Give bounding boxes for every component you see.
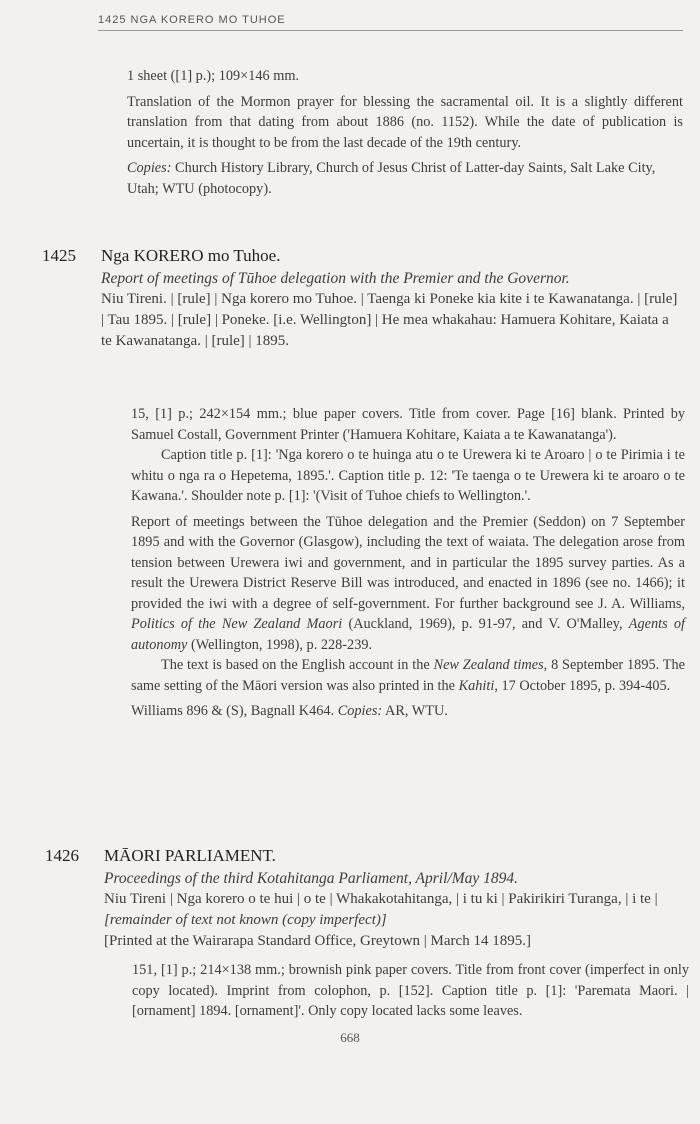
prev-copies-text: Church History Library, Church of Jesus Christ of Latter-day Saints, Salt Lake City, Utah; WTU (photocopy). <box>127 160 656 197</box>
note-a-mid: (Auckland, 1969), p. 91-97, and V. O'Malley, <box>342 616 629 632</box>
imprint-ital: [remainder of text not known (copy imperfect)] <box>104 912 387 928</box>
entry-1426-header <box>104 868 686 952</box>
copies-label: Copies: <box>337 703 383 719</box>
note-b-ital2: Kahiti <box>458 677 495 694</box>
copies-text: AR, WTU. <box>382 703 448 719</box>
refs-text: Williams 896 & (S), Bagnall K464. <box>131 703 338 719</box>
page-number: 668 <box>340 1030 360 1045</box>
entry-1425-number: 1425 <box>42 246 76 265</box>
entry-1425-title: Nga KORERO mo Tuhoe. <box>101 246 281 265</box>
entry-1426-body <box>132 960 689 1022</box>
entry-1425-body <box>131 404 685 722</box>
note-a-end: (Wellington, 1998), p. 228-239. <box>187 636 373 653</box>
entry-1425-physical: 15, [1] p.; 242×154 mm.; blue paper covers. Title from cover. Page [16] blank. Printed by Samuel Costall, Government Printer ('Hamuera Kohitare, Kaiata a te Kawanatanga'). <box>131 406 685 443</box>
running-head: 1425 NGA KORERO MO TUHOE <box>98 14 683 31</box>
entry-1426-title: MĀORI PARLIAMENT. <box>104 846 276 865</box>
note-a-ital2: Agents of autonomy <box>131 616 685 653</box>
prev-note: Translation of the Mormon prayer for blessing the sacramental oil. It is a slightly different translation from that dating from about 1886 (no. 1152). While the date of publication is uncertain, it is thought to be from the last decade of the 19th century. <box>127 93 683 151</box>
prev-sheet: 1 sheet ([1] p.); 109×146 mm. <box>127 68 300 84</box>
entry-1426-physical: 151, [1] p.; 214×138 mm.; brownish pink paper covers. Title from front cover (imperfect in only copy located). Imprint from colophon, p. [152]. Caption title p. [1]: 'Paremata Maori. | [ornament] 1894. [ornament]'. Only copy located lacks some leaves. <box>132 962 689 1019</box>
entry-1425-subtitle: Report of meetings of Tūhoe delegation with the Premier and the Governor. <box>101 270 570 287</box>
entry-1426-subtitle: Proceedings of the third Kotahitanga Parliament, April/May 1894. <box>104 870 519 887</box>
imprint-a: Niu Tireni | Nga korero o te hui | o te | Whakakotahitanga, | i tu ki | Pakirikiri Turanga, | i te | <box>104 891 658 907</box>
entry-1425-caption: Caption title p. [1]: 'Nga korero o te huinga atu o te Urewera ki te Aroaro | o te Pirimia i te whitu o nga ra o Hepetema, 1895.'. Caption title p. 12: 'Te taenga o te Urewera ki te aroaro o te Kawana.'. Shoulder note p. [1]: '(Visit of Tuhoe chiefs to Wellington.'. <box>131 447 685 504</box>
entry-1425-imprint: Niu Tireni. | [rule] | Nga korero mo Tuhoe. | Taenga ki Poneke kia kite i te Kawanatanga. | [rule] | Tau 1895. | [rule] | Poneke. [i.e. Wellington] | He mea whakahau: Hamuera Kohitare, Kaiata a te Kawanatanga. | [rule] | 1895. <box>101 291 678 349</box>
entry-1426-number: 1426 <box>45 846 79 865</box>
entry-1425-note-b <box>131 655 685 696</box>
note-b-ital1: New Zealand times <box>433 657 544 673</box>
note-b-end: , 17 October 1895, p. 394-405. <box>494 677 671 694</box>
entry-1426-imprint-b: [Printed at the Wairarapa Standard Office, Greytown | March 14 1895.] <box>104 933 531 949</box>
entry-1426-imprint <box>104 889 686 931</box>
prev-copies <box>127 158 683 199</box>
note-b-start: The text is based on the English account in the <box>161 657 434 673</box>
note-a-ital1: Politics of the New Zealand Maori <box>131 616 343 632</box>
note-a-text: Report of meetings between the Tūhoe delegation and the Premier (Seddon) on 7 September 1895 and with the Governor (Glasgow), including the text of waiata. The delegation arose from tension between Urewera iwi and government, and in particular the 1895 survey parties. As a result the Urewera District Reserve Bill was introduced, and enacted in 1896 (see no. 1466); it provided the iwi with a degree of self-government. For further background see J. A. Williams, <box>131 513 685 612</box>
note-b-mid: , 8 September 1895. The same setting of the Māori version was also printed in the <box>131 657 685 694</box>
prev-copies-label: Copies: <box>127 160 172 176</box>
prev-entry <box>127 66 683 199</box>
entry-1425-refs <box>131 701 685 722</box>
entry-1425-note-a <box>131 512 685 656</box>
entry-1425-header <box>101 268 683 352</box>
